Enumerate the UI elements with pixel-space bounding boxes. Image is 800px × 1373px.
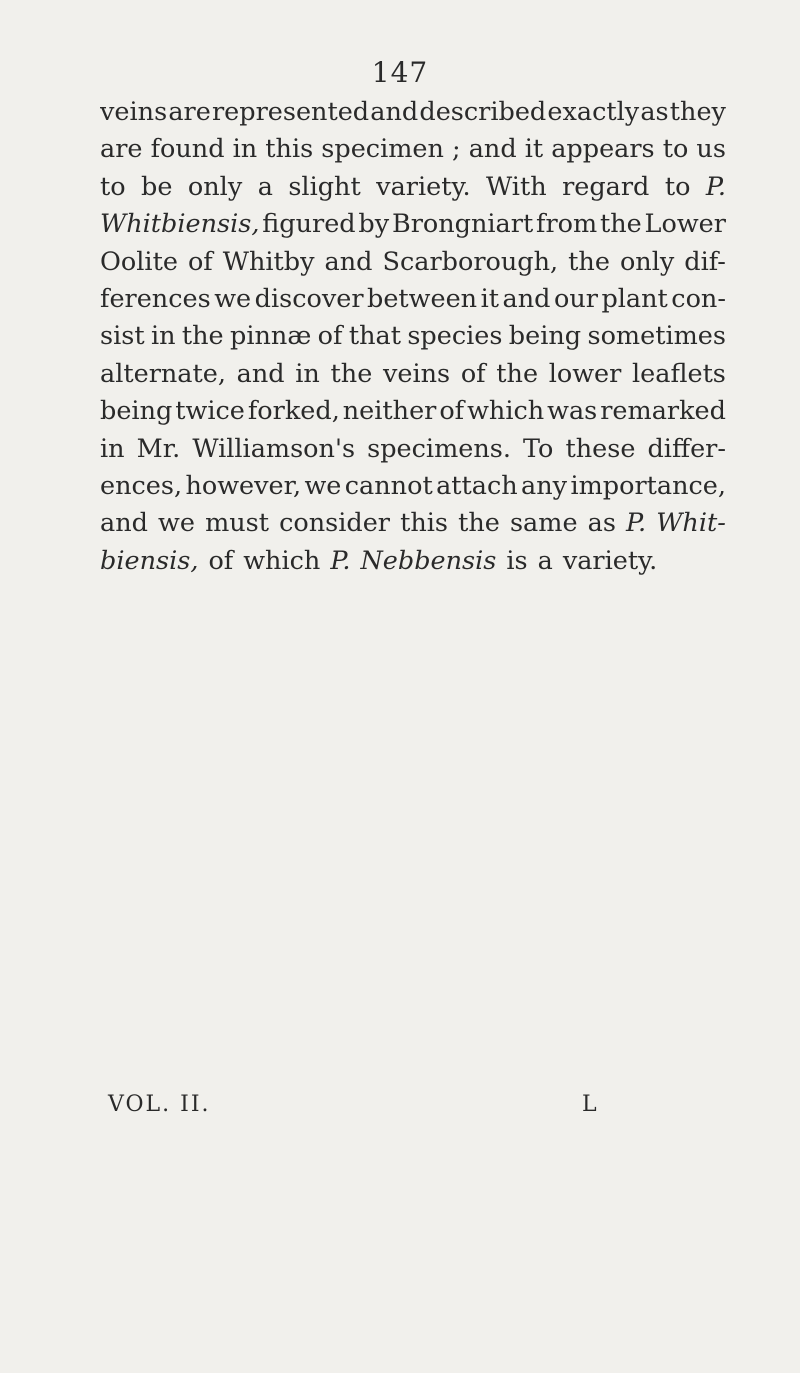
word: of bbox=[317, 321, 343, 352]
word: variety. bbox=[562, 545, 658, 576]
word: between bbox=[367, 283, 478, 314]
word: lower bbox=[548, 358, 622, 389]
word: slight bbox=[288, 171, 361, 202]
word: to bbox=[664, 171, 691, 202]
gathering-signature: L bbox=[582, 1092, 597, 1117]
word: are bbox=[100, 134, 143, 165]
word: in bbox=[232, 134, 258, 165]
word: of bbox=[208, 545, 234, 576]
word: and bbox=[236, 358, 285, 389]
word: and bbox=[370, 97, 419, 127]
word: of bbox=[460, 358, 486, 389]
word: it bbox=[524, 134, 544, 165]
word-italic: Whit- bbox=[656, 508, 726, 539]
word: this bbox=[265, 134, 314, 165]
word: which bbox=[243, 545, 321, 576]
word: ences, bbox=[100, 470, 183, 501]
word: we bbox=[158, 508, 195, 539]
word: of bbox=[439, 396, 465, 427]
word: pinnæ bbox=[230, 321, 312, 352]
text-line-10 bbox=[100, 431, 726, 468]
word: plant bbox=[601, 283, 668, 314]
word: sist bbox=[100, 321, 145, 352]
body-text bbox=[100, 94, 726, 580]
word: and bbox=[502, 283, 551, 314]
word: which bbox=[467, 396, 545, 427]
word: we bbox=[304, 470, 342, 501]
word-italic: Nebbensis bbox=[360, 545, 497, 576]
word: remarked bbox=[600, 396, 726, 427]
word: it bbox=[480, 283, 500, 314]
word-italic: biensis, bbox=[100, 545, 199, 576]
word: a bbox=[257, 171, 273, 202]
text-line-13 bbox=[100, 543, 726, 580]
word: the bbox=[330, 358, 373, 389]
word: Whitby bbox=[222, 246, 315, 277]
word: Oolite bbox=[100, 246, 178, 277]
word: are bbox=[168, 97, 211, 127]
text-line-4 bbox=[100, 206, 726, 243]
word: the bbox=[568, 246, 610, 277]
word: as bbox=[640, 97, 669, 127]
word: specimens. bbox=[367, 433, 511, 464]
word: being bbox=[508, 321, 582, 352]
text-line-9 bbox=[100, 393, 726, 430]
word: was bbox=[547, 396, 598, 427]
word: veins bbox=[100, 97, 168, 127]
text-line-5 bbox=[100, 244, 726, 281]
word: With bbox=[486, 171, 547, 202]
word: that bbox=[348, 321, 401, 352]
word: the bbox=[458, 508, 500, 539]
word: this bbox=[400, 508, 449, 539]
text-line-1 bbox=[100, 94, 726, 131]
word: only bbox=[619, 246, 675, 277]
word: in bbox=[150, 321, 176, 352]
word: be bbox=[141, 171, 173, 202]
word: and bbox=[100, 508, 148, 539]
word: dif- bbox=[684, 246, 726, 277]
word: ferences bbox=[100, 283, 211, 314]
word: veins bbox=[382, 358, 451, 389]
page-number: 147 bbox=[371, 56, 429, 89]
word: the bbox=[599, 209, 642, 240]
word: differ- bbox=[647, 433, 726, 464]
word: appears bbox=[551, 134, 655, 165]
word: Williamson's bbox=[192, 433, 356, 464]
text-line-6 bbox=[100, 281, 726, 318]
word: to bbox=[100, 171, 126, 202]
word: by bbox=[358, 209, 390, 240]
word: they bbox=[669, 97, 726, 127]
word: must bbox=[205, 508, 269, 539]
word: leaflets bbox=[632, 358, 726, 389]
word: a bbox=[537, 545, 553, 576]
word: represented bbox=[211, 97, 370, 127]
word: variety. bbox=[376, 171, 471, 202]
word: figured bbox=[262, 209, 356, 240]
word: our bbox=[553, 283, 598, 314]
word-italic: Whitbiensis, bbox=[100, 209, 260, 240]
word: cannot bbox=[344, 470, 433, 501]
word-italic: P. bbox=[626, 508, 647, 539]
word: regard bbox=[562, 171, 650, 202]
word: To bbox=[523, 433, 554, 464]
word: us bbox=[696, 134, 726, 165]
word: is bbox=[506, 545, 528, 576]
text-line-12 bbox=[100, 505, 726, 542]
word: only bbox=[187, 171, 243, 202]
word: as bbox=[587, 508, 616, 539]
word: specimen ; bbox=[321, 134, 461, 165]
volume-signature: VOL. II. bbox=[108, 1092, 211, 1117]
word: consider bbox=[279, 508, 390, 539]
word: in bbox=[100, 433, 125, 464]
word: importance, bbox=[570, 470, 726, 501]
word: described bbox=[419, 97, 547, 127]
word: and bbox=[468, 134, 517, 165]
word: twice bbox=[175, 396, 245, 427]
word: discover bbox=[254, 283, 364, 314]
word: any bbox=[521, 470, 568, 501]
word: sometimes bbox=[587, 321, 726, 352]
word: found bbox=[150, 134, 225, 165]
word: the bbox=[496, 358, 539, 389]
word: we bbox=[214, 283, 252, 314]
word: in bbox=[295, 358, 320, 389]
word: the bbox=[181, 321, 224, 352]
word: neither bbox=[342, 396, 437, 427]
text-line-11 bbox=[100, 468, 726, 505]
word-italic: P. bbox=[330, 545, 351, 576]
word: Mr. bbox=[136, 433, 181, 464]
word: attach bbox=[436, 470, 518, 501]
word-italic: P. bbox=[705, 171, 726, 202]
word: species bbox=[407, 321, 503, 352]
word: forked, bbox=[247, 396, 340, 427]
text-line-3 bbox=[100, 169, 726, 206]
word: of bbox=[187, 246, 213, 277]
word: and bbox=[324, 246, 373, 277]
word: same bbox=[509, 508, 578, 539]
word: exactly bbox=[547, 97, 640, 127]
text-line-2 bbox=[100, 131, 726, 168]
word: being bbox=[100, 396, 173, 427]
word: from bbox=[536, 209, 598, 240]
word: Lower bbox=[644, 209, 726, 240]
word: these bbox=[565, 433, 636, 464]
word: however, bbox=[185, 470, 302, 501]
word: con- bbox=[671, 283, 726, 314]
text-line-8 bbox=[100, 356, 726, 393]
word: to bbox=[662, 134, 689, 165]
word: alternate, bbox=[100, 358, 226, 389]
text-line-7 bbox=[100, 318, 726, 355]
word: Brongniart bbox=[391, 209, 534, 240]
word: Scarborough, bbox=[382, 246, 559, 277]
